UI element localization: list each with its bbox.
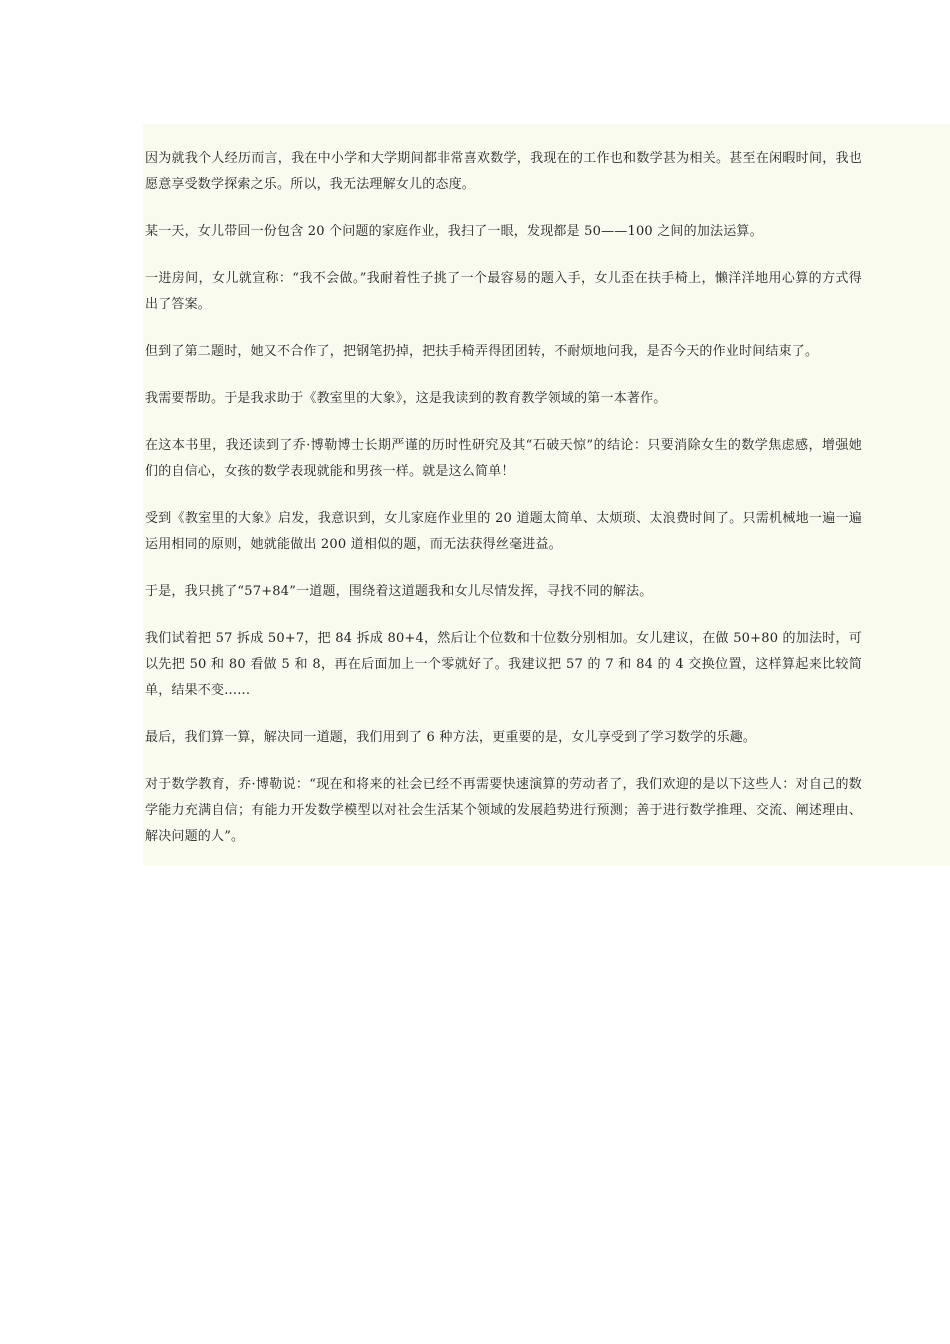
paragraph-2: 某一天，女儿带回一份包含 20 个问题的家庭作业，我扫了一眼，发现都是 50——100 之间的加法运算。: [145, 224, 763, 239]
paragraph-10: 最后，我们算一算，解决同一道题，我们用到了 6 种方法，更重要的是，女儿享受到了学习数学的乐趣。: [145, 730, 757, 745]
paragraph-11: 对于数学教育，乔·博勒说：“现在和将来的社会已经不再需要快速演算的劳动者了，我们欢迎的是以下这些人：对自己的数学能力充满自信；有能力开发数学模型以对社会生活某个领域的发展趋势进行预测；善于进行数学推理、交流、阐述理由、解决问题的人”。: [145, 777, 862, 844]
paragraph-3: 一进房间，女儿就宣称：“我不会做。”我耐着性子挑了一个最容易的题入手，女儿歪在扶手椅上，懒洋洋地用心算的方式得出了答案。: [145, 271, 862, 312]
article-body: [143, 124, 950, 866]
paragraph-1: 因为就我个人经历而言，我在中小学和大学期间都非常喜欢数学，我现在的工作也和数学甚为相关。甚至在闲暇时间，我也愿意享受数学探索之乐。所以，我无法理解女儿的态度。: [145, 151, 862, 192]
paragraph-9: 我们试着把 57 拆成 50+7，把 84 拆成 80+4，然后让个位数和十位数分别相加。女儿建议，在做 50+80 的加法时，可以先把 50 和 80 看做 5 和 8，再在后面加上一个零就好了。我建议把 57 的 7 和 84 的 4 交换位置，这样算起来比较简单，结果不变......: [145, 631, 862, 698]
paragraph-5: 我需要帮助。于是我求助于《教室里的大象》，这是我读到的教育教学领域的第一本著作。: [145, 391, 667, 406]
paragraph-8: 于是，我只挑了“57+84”一道题，围绕着这道题我和女儿尽情发挥，寻找不同的解法。: [145, 584, 653, 599]
paragraph-6: 在这本书里，我还读到了乔·博勒博士长期严谨的历时性研究及其“石破天惊”的结论：只要消除女生的数学焦虑感，增强她们的自信心，女孩的数学表现就能和男孩一样。就是这么简单！: [145, 438, 862, 479]
paragraph-7: 受到《教室里的大象》启发，我意识到，女儿家庭作业里的 20 道题太简单、太烦琐、太浪费时间了。只需机械地一遍一遍运用相同的原则，她就能做出 200 道相似的题，而无法获得丝毫进益。: [145, 511, 862, 552]
paragraph-4: 但到了第二题时，她又不合作了，把钢笔扔掉，把扶手椅弄得团团转，不耐烦地问我，是否今天的作业时间结束了。: [145, 344, 819, 359]
